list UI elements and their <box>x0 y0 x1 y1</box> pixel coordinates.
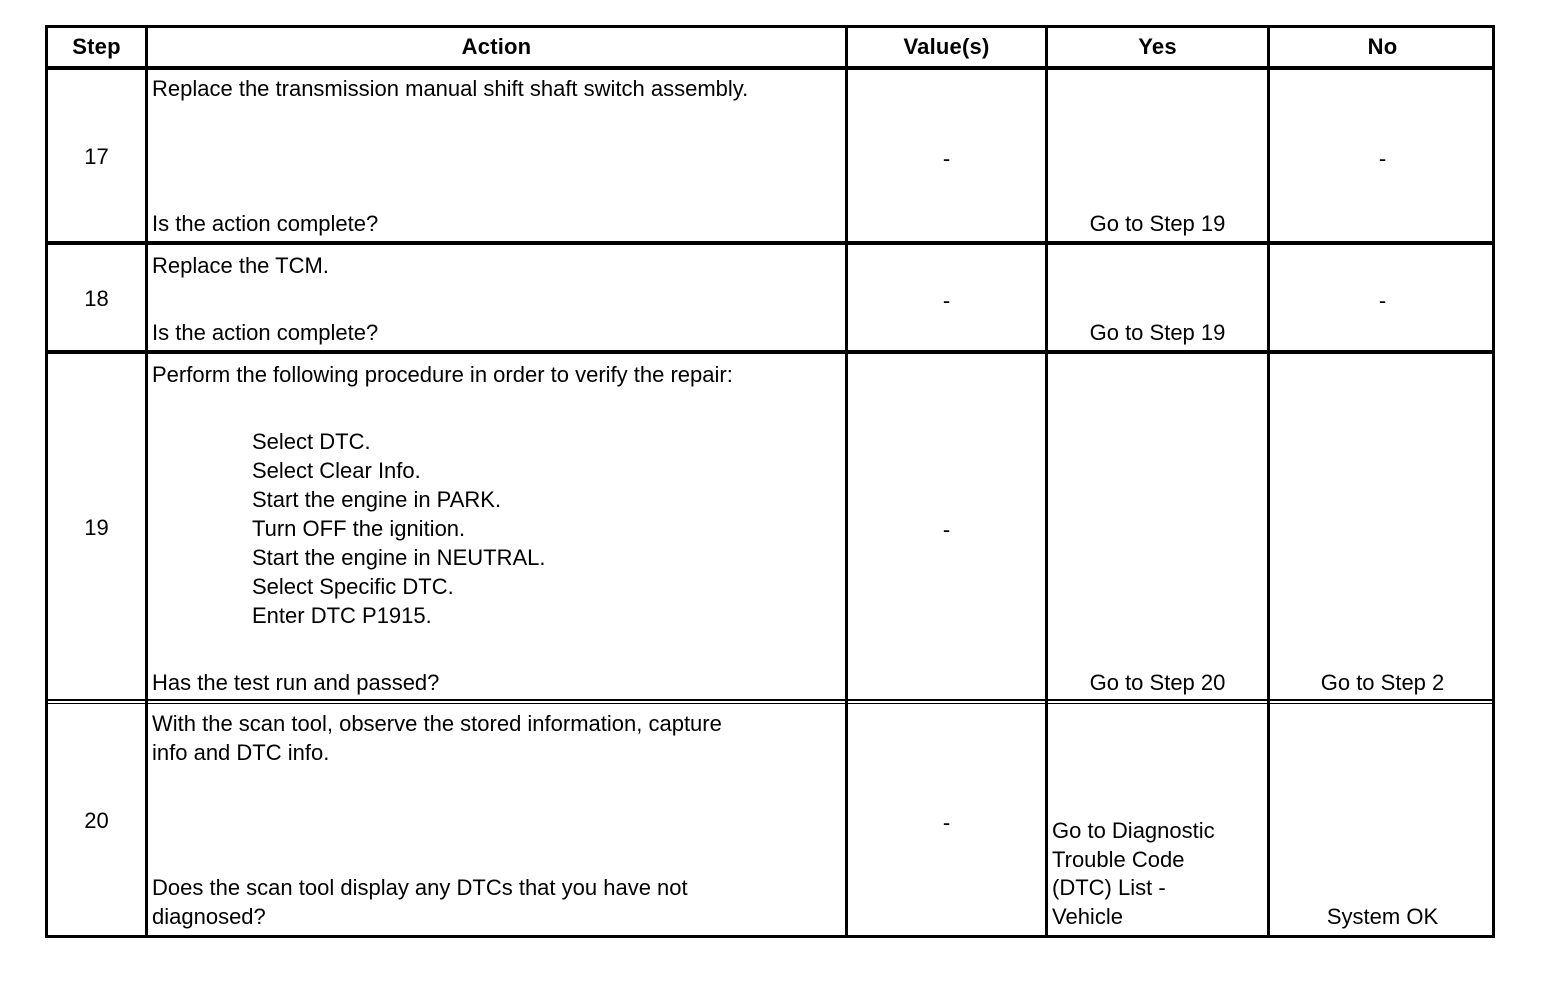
step-number: 18 <box>84 286 109 311</box>
no-cell: - <box>1378 288 1387 313</box>
procedure-step: Enter DTC P1915. <box>252 603 432 628</box>
row-divider <box>48 699 1492 704</box>
yes-cell: Vehicle <box>1052 904 1123 929</box>
value-cell: - <box>942 517 951 542</box>
procedure-step: Turn OFF the ignition. <box>252 516 466 541</box>
value-cell: - <box>942 810 951 835</box>
step-number: 17 <box>84 144 109 169</box>
header-no: No <box>1367 34 1398 59</box>
action-instruction: With the scan tool, observe the stored information, capture <box>152 711 722 736</box>
action-instruction: Replace the TCM. <box>152 253 329 278</box>
action-instruction: Replace the transmission manual shift shaft switch assembly. <box>152 76 749 101</box>
header-divider <box>48 66 1492 70</box>
yes-cell: Go to Diagnostic <box>1052 818 1215 843</box>
yes-cell: Go to Step 19 <box>1089 320 1226 345</box>
procedure-step: Select DTC. <box>252 429 371 454</box>
header-step: Step <box>72 34 121 59</box>
action-question: diagnosed? <box>152 904 266 929</box>
no-cell: Go to Step 2 <box>1320 670 1445 695</box>
action-instruction: Perform the following procedure in order to verify the repair: <box>152 362 733 387</box>
diagnostic-table <box>45 25 1495 938</box>
column-divider <box>145 28 148 935</box>
action-question: Is the action complete? <box>152 211 379 236</box>
step-number: 20 <box>84 808 109 833</box>
action-instruction: info and DTC info. <box>152 740 330 765</box>
yes-cell: (DTC) List - <box>1052 875 1166 900</box>
no-cell: - <box>1378 146 1387 171</box>
header-action: Action <box>461 34 532 59</box>
action-question: Does the scan tool display any DTCs that you have not <box>152 875 688 900</box>
action-question: Is the action complete? <box>152 320 379 345</box>
value-cell: - <box>942 288 951 313</box>
yes-cell: Go to Step 19 <box>1089 211 1226 236</box>
procedure-step: Start the engine in NEUTRAL. <box>252 545 546 570</box>
header-values: Value(s) <box>903 34 990 59</box>
procedure-step: Select Clear Info. <box>252 458 421 483</box>
action-question: Has the test run and passed? <box>152 670 440 695</box>
yes-cell: Trouble Code <box>1052 847 1185 872</box>
row-divider <box>48 241 1492 245</box>
header-yes: Yes <box>1138 34 1177 59</box>
no-cell: System OK <box>1326 904 1439 929</box>
procedure-step: Select Specific DTC. <box>252 574 454 599</box>
procedure-step: Start the engine in PARK. <box>252 487 502 512</box>
yes-cell: Go to Step 20 <box>1089 670 1226 695</box>
value-cell: - <box>942 146 951 171</box>
step-number: 19 <box>84 515 109 540</box>
column-divider <box>1045 28 1048 935</box>
row-divider <box>48 350 1492 354</box>
